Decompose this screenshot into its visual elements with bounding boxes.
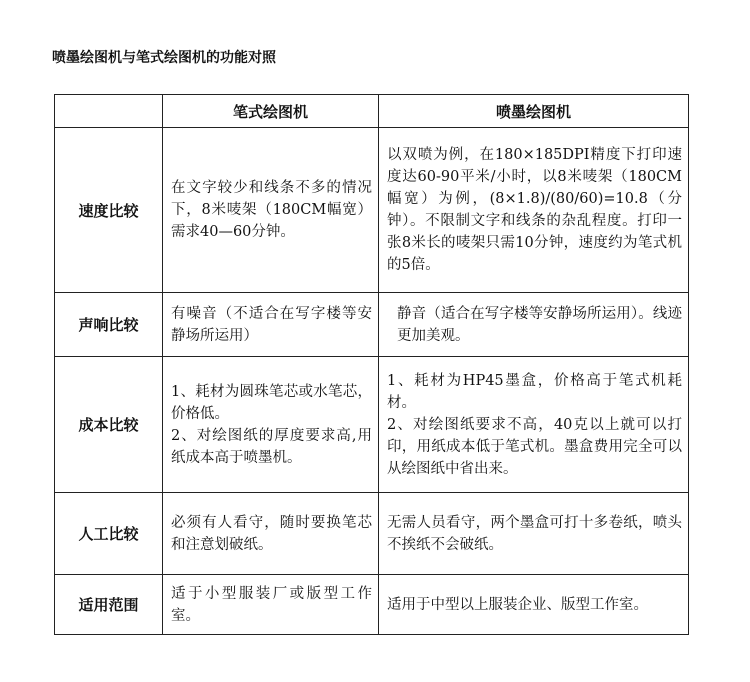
row-label-noise: 声响比较 [55,293,163,357]
cell-inkjet-scope: 适用于中型以上服装企业、版型工作室。 [379,575,689,635]
comparison-table [54,94,689,635]
cell-pen-labor: 必须有人看守，随时要换笔芯和注意划破纸。 [163,493,379,575]
cell-inkjet-labor: 无需人员看守，两个墨盒可打十多卷纸，喷头不挨纸不会破纸。 [379,493,689,575]
table-row-cost [55,357,689,493]
cell-pen-speed: 在文字较少和线条不多的情况下，8米唛架（180CM幅宽）需求40—60分钟。 [163,128,379,293]
row-label-labor: 人工比较 [55,493,163,575]
cell-pen-noise: 有噪音（不适合在写字楼等安静场所运用） [163,293,379,357]
table-row-noise [55,293,689,357]
header-inkjet-plotter: 喷墨绘图机 [379,95,689,128]
header-corner-cell [55,95,163,128]
cell-inkjet-speed: 以双喷为例，在180×185DPI精度下打印速度达60-90平米/小时，以8米唛架（180CM幅宽）为例，(8×1.8)/(80/60)=10.8（分钟）。不限制文字和线条的杂乱程度。打印一张8米长的唛架只需10分钟，速度约为笔式机的5倍。 [379,128,689,293]
header-pen-plotter: 笔式绘图机 [163,95,379,128]
row-label-scope: 适用范围 [55,575,163,635]
cell-pen-scope: 适于小型服装厂或版型工作室。 [163,575,379,635]
table-header-row [55,95,689,128]
table-row-labor [55,493,689,575]
table-row-speed [55,128,689,293]
table-row-scope [55,575,689,635]
row-label-cost: 成本比较 [55,357,163,493]
row-label-speed: 速度比较 [55,128,163,293]
cell-inkjet-cost: 1、耗材为HP45墨盒，价格高于笔式机耗材。 2、对绘图纸要求不高，40克以上就可以打印，用纸成本低于笔式机。墨盒费用完全可以从绘图纸中省出来。 [379,357,689,493]
cell-pen-cost: 1、耗材为圆珠笔芯或水笔芯，价格低。 2、对绘图纸的厚度要求高,用纸成本高于喷墨机。 [163,357,379,493]
document-title: 喷墨绘图机与笔式绘图机的功能对照 [52,50,276,66]
cell-inkjet-noise: 静音（适合在写字楼等安静场所运用）。线迹更加美观。 [379,293,689,357]
